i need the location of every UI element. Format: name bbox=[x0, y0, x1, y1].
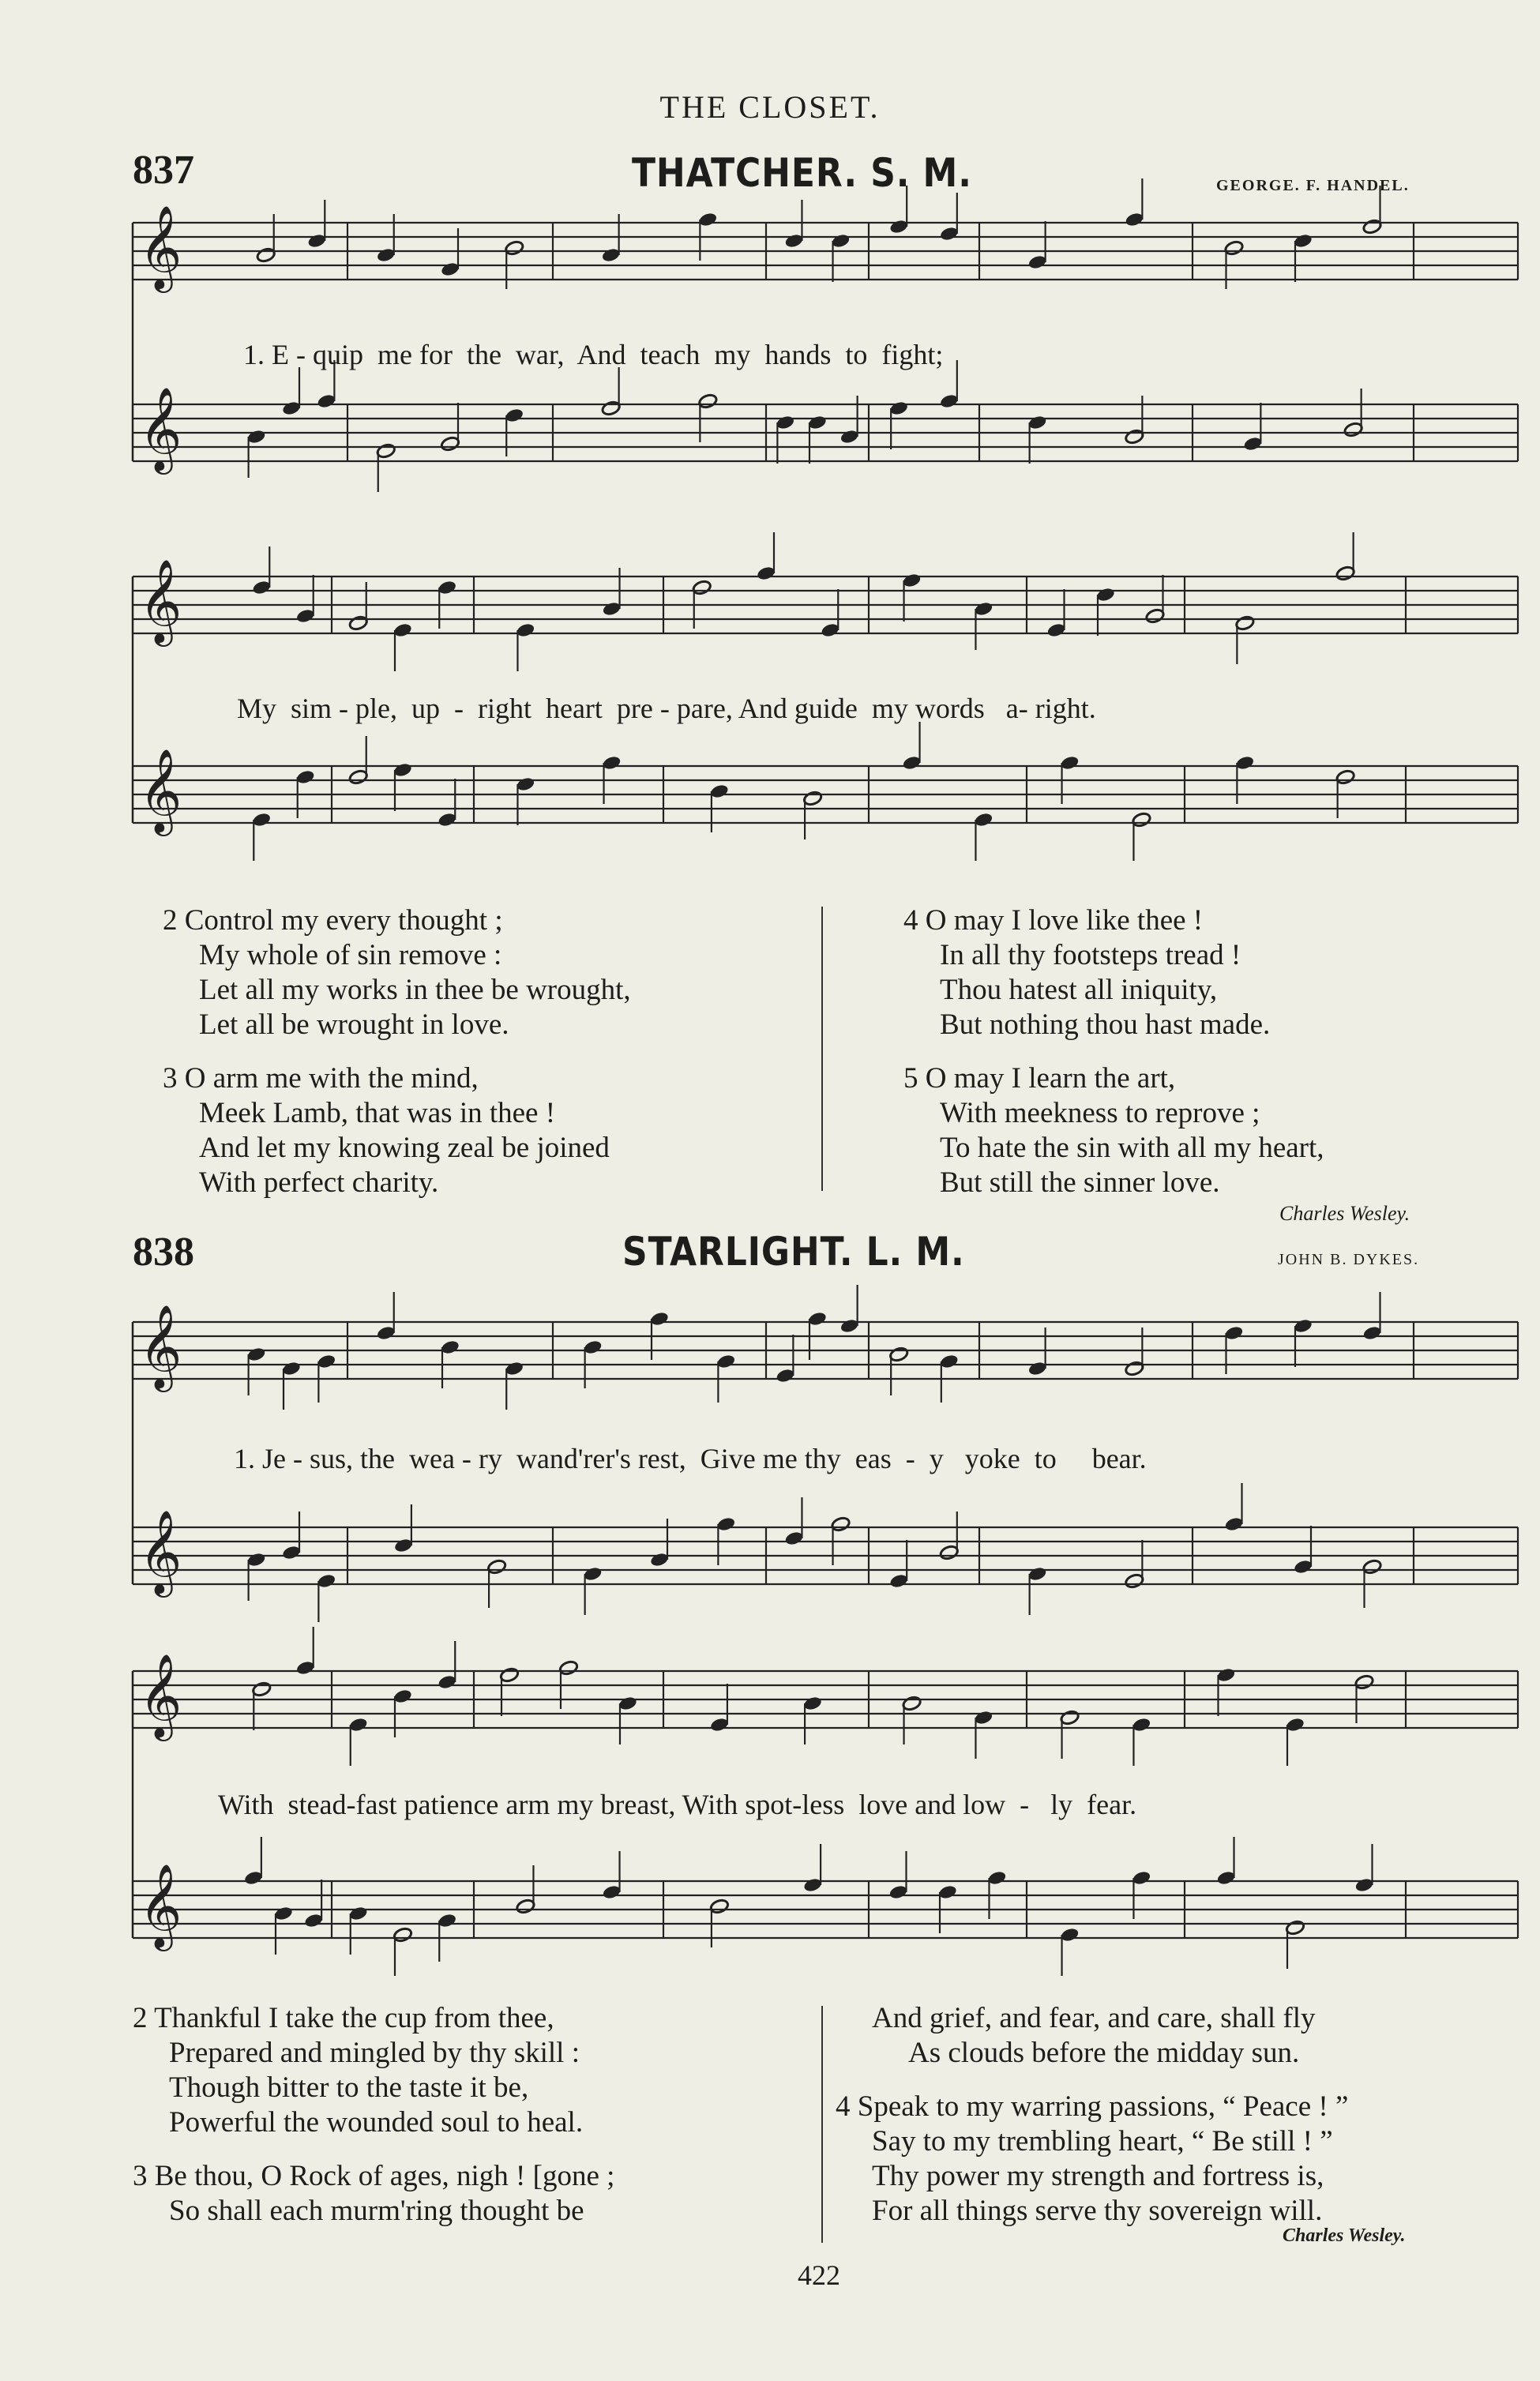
verse-line: 3 O arm me with the mind, bbox=[163, 1062, 479, 1095]
verse-line: 4 Speak to my warring passions, “ Peace ! ” bbox=[836, 2090, 1349, 2123]
verse-line: Thou hatest all iniquity, bbox=[940, 974, 1218, 1006]
music-staff bbox=[133, 1483, 1518, 1622]
composer-handel: GEORGE. F. HANDEL. bbox=[1216, 177, 1410, 194]
verse-line: Let all be wrought in love. bbox=[199, 1008, 509, 1041]
composer-dykes: JOHN B. DYKES. bbox=[1278, 1251, 1420, 1268]
verse-line: 2 Thankful I take the cup from thee, bbox=[133, 2002, 554, 2034]
tune-name-thatcher: THATCHER. S. M. bbox=[632, 150, 972, 196]
lyric-837-line-2: My sim - ple, up - right heart pre - pare, And guide my words a- right. bbox=[237, 693, 1096, 724]
page-number: 422 bbox=[798, 2259, 840, 2291]
column-divider bbox=[821, 907, 823, 1191]
verse-838-4 bbox=[836, 2090, 1348, 2229]
music-staff bbox=[133, 532, 1518, 671]
clef-icon: 𝄞 bbox=[139, 1509, 182, 1594]
verse-line: With perfect charity. bbox=[199, 1166, 439, 1199]
section-title: THE CLOSET. bbox=[659, 89, 881, 125]
clef-icon: 𝄞 bbox=[139, 1863, 182, 1947]
verse-line: Let all my works in thee be wrought, bbox=[199, 974, 631, 1006]
verse-838-2 bbox=[133, 2001, 583, 2140]
clef-icon: 𝄞 bbox=[139, 386, 182, 471]
verse-line: For all things serve thy sovereign will. bbox=[872, 2195, 1323, 2227]
clef-icon: 𝄞 bbox=[139, 748, 182, 832]
author-838: Charles Wesley. bbox=[1283, 2225, 1406, 2246]
lyric-838-line-2: With stead-fast patience arm my breast, With spot-less love and low - ly fear. bbox=[218, 1789, 1137, 1820]
column-divider bbox=[821, 2006, 823, 2243]
verse-837-5 bbox=[903, 1061, 1324, 1200]
verse-line: 2 Control my every thought ; bbox=[163, 904, 503, 937]
verse-line: My whole of sin remove : bbox=[199, 939, 502, 971]
tune-name-starlight: STARLIGHT. L. M. bbox=[622, 1229, 965, 1275]
clef-icon: 𝄞 bbox=[139, 1653, 182, 1737]
author-837: Charles Wesley. bbox=[1279, 1202, 1410, 1225]
clef-icon: 𝄞 bbox=[139, 205, 182, 289]
verse-line: Meek Lamb, that was in thee ! bbox=[199, 1097, 556, 1129]
music-staff bbox=[133, 1627, 1518, 1766]
verse-line: Say to my trembling heart, “ Be still ! ” bbox=[872, 2125, 1333, 2158]
verse-line: Prepared and mingled by thy skill : bbox=[169, 2037, 580, 2069]
verse-line: With meekness to reprove ; bbox=[940, 1097, 1260, 1129]
verse-line: But still the sinner love. bbox=[940, 1166, 1220, 1199]
music-staff bbox=[133, 722, 1518, 861]
verse-line: To hate the sin with all my heart, bbox=[940, 1132, 1324, 1164]
verse-line: 4 O may I love like thee ! bbox=[903, 904, 1204, 937]
music-staff bbox=[133, 1285, 1518, 1410]
lyric-838-line-1: 1. Je - sus, the wea - ry wand'rer's rest, Give me thy eas - y yoke to bear. bbox=[234, 1443, 1147, 1474]
verse-837-3 bbox=[163, 1061, 610, 1200]
verse-line: As clouds before the midday sun. bbox=[908, 2037, 1300, 2069]
verse-837-4 bbox=[903, 903, 1270, 1042]
verse-line: And let my knowing zeal be joined bbox=[199, 1132, 610, 1164]
verse-838-3 bbox=[133, 2159, 614, 2229]
verse-line: 3 Be thou, O Rock of ages, nigh ! [gone ; bbox=[133, 2160, 615, 2192]
hymn-number-838: 838 bbox=[133, 1230, 194, 1275]
verse-837-2 bbox=[163, 903, 631, 1042]
verse-line: And grief, and fear, and care, shall fly bbox=[872, 2002, 1316, 2034]
music-staff bbox=[133, 178, 1518, 293]
verse-line: In all thy footsteps tread ! bbox=[940, 939, 1241, 971]
music-staff bbox=[133, 1837, 1518, 1976]
verse-838-3-continued bbox=[872, 2001, 1316, 2071]
music-staff bbox=[133, 360, 1518, 492]
clef-icon: 𝄞 bbox=[139, 558, 182, 643]
lyric-837-line-1: 1. E - quip me for the war, And teach my hands to fight; bbox=[243, 339, 944, 370]
hymn-number-837: 837 bbox=[133, 148, 194, 193]
verse-line: So shall each murm'ring thought be bbox=[169, 2195, 584, 2227]
verse-line: But nothing thou hast made. bbox=[940, 1008, 1271, 1041]
verse-line: Powerful the wounded soul to heal. bbox=[169, 2106, 584, 2139]
clef-icon: 𝄞 bbox=[139, 1304, 182, 1388]
verse-line: Thy power my strength and fortress is, bbox=[872, 2160, 1324, 2192]
verse-line: Though bitter to the taste it be, bbox=[169, 2071, 529, 2104]
verse-line: 5 O may I learn the art, bbox=[903, 1062, 1176, 1095]
